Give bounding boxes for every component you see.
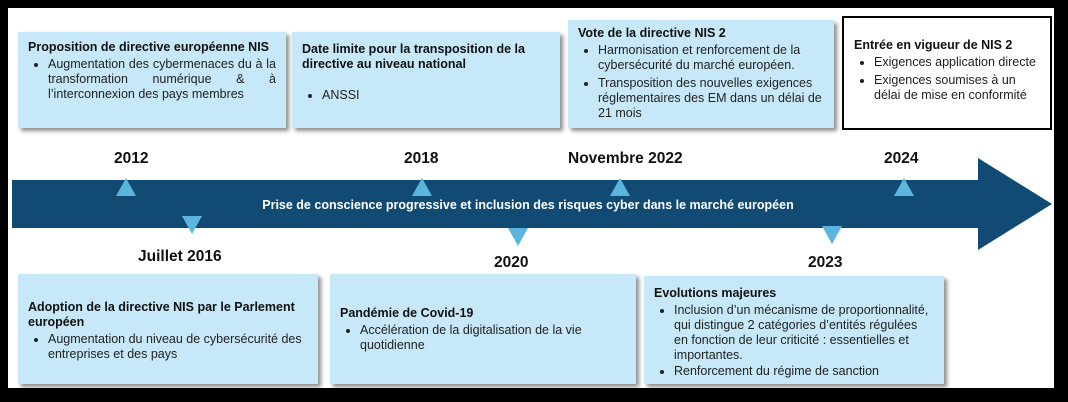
marker-up-2018 xyxy=(412,178,432,196)
year-label-2020: 2020 xyxy=(494,254,529,271)
marker-down-2016 xyxy=(182,216,202,234)
event-title: Adoption de la directive NIS par le Parlement européen xyxy=(28,300,295,329)
event-title: Evolutions majeures xyxy=(654,286,777,300)
event-list xyxy=(654,303,934,379)
event-list xyxy=(854,55,1040,103)
event-box-2018 xyxy=(292,32,560,128)
event-list xyxy=(578,43,824,121)
event-list xyxy=(28,57,276,102)
event-item: • Augmentation des cybermenaces du à la transformation numérique & à l’interconnexion des pays membres xyxy=(48,57,276,102)
marker-down-2020 xyxy=(508,228,528,246)
marker-down-2023 xyxy=(822,226,842,244)
timeline-frame xyxy=(6,6,1056,390)
timeline-arrow-label: Prise de conscience progressive et inclusion des risques cyber dans le marché européen xyxy=(262,198,794,212)
year-label-2016: Juillet 2016 xyxy=(138,248,222,265)
marker-up-2024 xyxy=(894,178,914,196)
marker-up-2022 xyxy=(610,178,630,196)
event-box-2016 xyxy=(18,274,318,384)
event-item: • Transposition des nouvelles exigences réglementaires des EM dans un délai de 21 mois xyxy=(598,76,824,121)
event-item: • Harmonisation et renforcement de la cybersécurité du marché européen. xyxy=(598,43,824,73)
event-list xyxy=(302,88,550,103)
event-item: • ANSSI xyxy=(322,88,550,103)
event-title: Date limite pour la transposition de la directive au niveau national xyxy=(302,42,525,71)
event-item: • Exigences soumises à un délai de mise en conformité xyxy=(874,73,1040,103)
year-label-2018: 2018 xyxy=(404,150,439,167)
event-item: • Exigences application directe xyxy=(874,55,1040,70)
event-item: • Accélération de la digitalisation de la vie quotidienne xyxy=(360,323,626,353)
year-label-2024: 2024 xyxy=(884,150,919,167)
event-item: • Inclusion d’un mécanisme de proportionnalité, qui distingue 2 catégories d’entités régulées en fonction de leur criticité : essentielles et importantes. xyxy=(674,303,934,363)
event-title: Entrée en vigueur de NIS 2 xyxy=(854,38,1013,52)
event-box-2023 xyxy=(644,276,944,384)
year-label-2012: 2012 xyxy=(114,150,149,167)
event-box-2022 xyxy=(568,20,834,128)
event-box-2024 xyxy=(842,16,1052,130)
marker-up-2012 xyxy=(116,178,136,196)
event-item: • Renforcement du régime de sanction xyxy=(674,364,934,379)
event-box-2012 xyxy=(18,32,286,128)
event-list xyxy=(340,323,626,353)
event-title: Pandémie de Covid-19 xyxy=(340,306,474,320)
event-title: Proposition de directive européenne NIS xyxy=(28,40,270,54)
event-box-2020 xyxy=(330,274,636,384)
event-list xyxy=(28,332,308,362)
event-item: • Augmentation du niveau de cybersécurité des entreprises et des pays xyxy=(48,332,308,362)
year-label-2022: Novembre 2022 xyxy=(568,150,683,167)
year-label-2023: 2023 xyxy=(808,254,843,271)
event-title: Vote de la directive NIS 2 xyxy=(578,26,726,40)
